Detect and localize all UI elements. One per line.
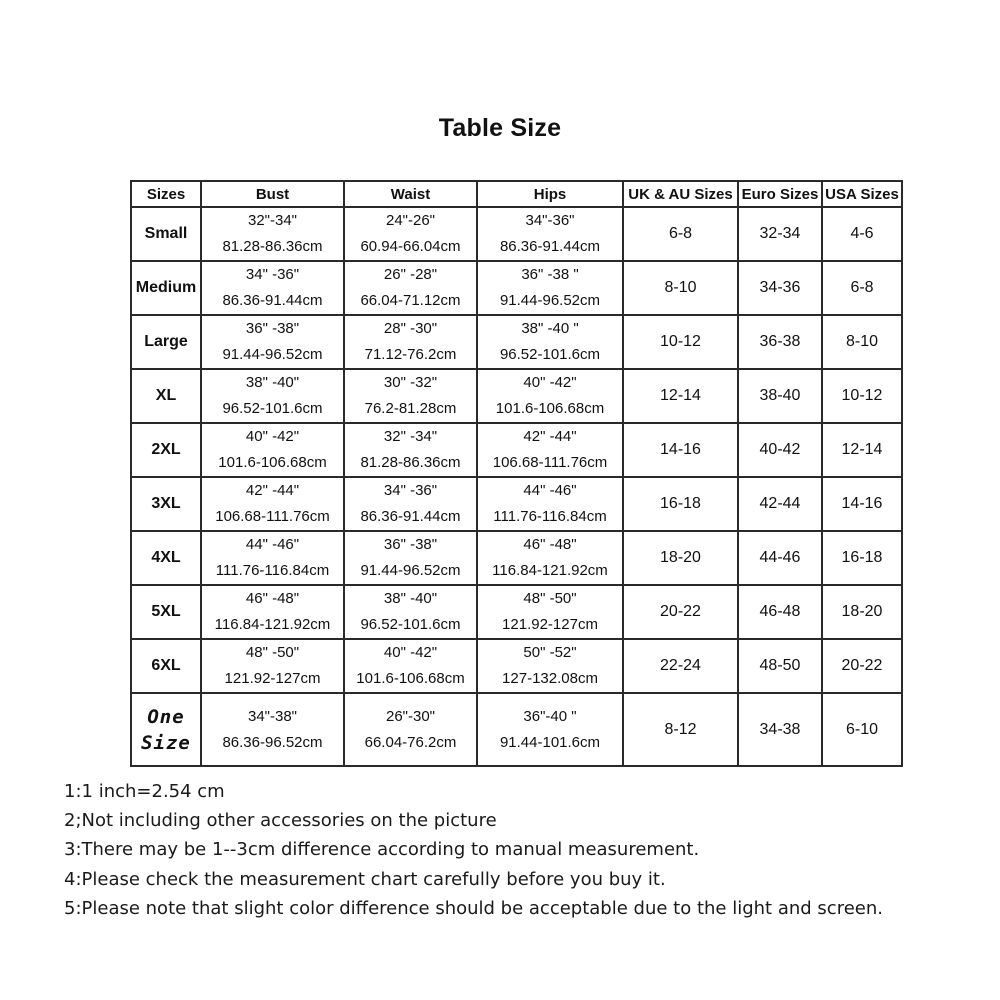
- waist-cm: 60.94-66.04cm: [360, 238, 461, 255]
- size-cell: XL: [131, 369, 201, 423]
- hips-inches: 46" -48": [523, 536, 577, 553]
- waist-cm: 101.6-106.68cm: [356, 670, 465, 687]
- bust-inches: 34" -36": [245, 266, 300, 283]
- size-cell: Large: [131, 315, 201, 369]
- hips-cm: 91.44-101.6cm: [499, 733, 601, 751]
- bust-inches: 44" -46": [245, 536, 300, 553]
- size-cell: Medium: [131, 261, 201, 315]
- size-cell: 6XL: [131, 639, 201, 693]
- hips-cm: 101.6-106.68cm: [495, 400, 605, 417]
- hips-cm: 127-132.08cm: [502, 670, 598, 687]
- table-row-one-size: [131, 693, 902, 766]
- hips-cm: 106.68-111.76cm: [492, 454, 608, 471]
- table-row: [131, 369, 902, 423]
- euro-cell: 38-40: [738, 369, 822, 423]
- hips-inches: 42" -44": [523, 428, 577, 445]
- bust-cm: 101.6-106.68cm: [218, 454, 327, 471]
- waist-inches: 26" -28": [383, 266, 438, 283]
- bust-inches: 42" -44": [245, 482, 300, 499]
- bust-cell: [201, 261, 344, 315]
- waist-inches: 26"-30": [385, 707, 435, 725]
- header-euro-sizes: Euro Sizes: [738, 181, 822, 207]
- hips-cell: [477, 423, 623, 477]
- waist-inches: 24"-26": [385, 212, 435, 229]
- hips-cm: 91.44-96.52cm: [499, 292, 601, 309]
- size-cell: Small: [131, 207, 201, 261]
- waist-cell: [344, 693, 477, 766]
- hips-cm: 96.52-101.6cm: [499, 346, 601, 363]
- hips-cell: [477, 477, 623, 531]
- bust-cm: 111.76-116.84cm: [215, 562, 330, 579]
- bust-inches: 48" -50": [245, 644, 300, 661]
- bust-cm: 116.84-121.92cm: [214, 616, 331, 633]
- bust-inches: 36" -38": [245, 320, 300, 337]
- waist-cell: [344, 585, 477, 639]
- usa-cell: 18-20: [822, 585, 902, 639]
- waist-inches: 34" -36": [383, 482, 438, 499]
- size-chart-table: [130, 180, 903, 767]
- bust-cell: [201, 207, 344, 261]
- euro-cell: 34-38: [738, 693, 822, 766]
- waist-cm: 66.04-71.12cm: [360, 292, 461, 309]
- euro-cell: 44-46: [738, 531, 822, 585]
- hips-cm: 86.36-91.44cm: [499, 238, 601, 255]
- waist-cm: 66.04-76.2cm: [364, 733, 457, 751]
- table-row: [131, 315, 902, 369]
- euro-cell: 36-38: [738, 315, 822, 369]
- waist-inches: 38" -40": [383, 590, 438, 607]
- bust-cell: [201, 693, 344, 766]
- hips-cm: 121.92-127cm: [502, 616, 598, 633]
- size-cell: 4XL: [131, 531, 201, 585]
- euro-cell: 32-34: [738, 207, 822, 261]
- table-row: [131, 423, 902, 477]
- hips-inches: 40" -42": [523, 374, 577, 391]
- bust-cm: 86.36-96.52cm: [222, 733, 323, 751]
- waist-cell: [344, 315, 477, 369]
- hips-inches: 36"-40 ": [523, 707, 577, 725]
- table-row: [131, 585, 902, 639]
- euro-cell: 34-36: [738, 261, 822, 315]
- hips-cell: [477, 585, 623, 639]
- size-cell: 3XL: [131, 477, 201, 531]
- waist-cm: 81.28-86.36cm: [360, 454, 461, 471]
- hips-cell: [477, 315, 623, 369]
- hips-inches: 50" -52": [523, 644, 577, 661]
- uk-au-cell: 22-24: [623, 639, 738, 693]
- hips-inches: 34"-36": [525, 212, 575, 229]
- header-bust: Bust: [201, 181, 344, 207]
- waist-cm: 76.2-81.28cm: [364, 400, 457, 417]
- waist-inches: 30" -32": [383, 374, 438, 391]
- bust-inches: 34"-38": [247, 707, 297, 725]
- bust-cm: 86.36-91.44cm: [222, 292, 323, 309]
- notes-list: [64, 777, 984, 923]
- bust-cm: 81.28-86.36cm: [222, 238, 323, 255]
- waist-inches: 28" -30": [383, 320, 438, 337]
- bust-cell: [201, 369, 344, 423]
- hips-cm: 111.76-116.84cm: [493, 508, 607, 525]
- hips-cell: [477, 693, 623, 766]
- waist-cell: [344, 531, 477, 585]
- bust-cell: [201, 477, 344, 531]
- bust-inches: 46" -48": [245, 590, 300, 607]
- hips-cell: [477, 531, 623, 585]
- note-item: 4:Please check the measurement chart carefully before you buy it.: [64, 868, 666, 890]
- uk-au-cell: 12-14: [623, 369, 738, 423]
- usa-cell: 14-16: [822, 477, 902, 531]
- uk-au-cell: 6-8: [623, 207, 738, 261]
- usa-cell: 20-22: [822, 639, 902, 693]
- waist-cm: 71.12-76.2cm: [364, 346, 457, 363]
- header-row: [131, 181, 902, 207]
- waist-cell: [344, 207, 477, 261]
- table-row: [131, 531, 902, 585]
- size-label-line2: Size: [141, 731, 191, 754]
- bust-cm: 106.68-111.76cm: [215, 508, 330, 525]
- usa-cell: 6-10: [822, 693, 902, 766]
- usa-cell: 16-18: [822, 531, 902, 585]
- usa-cell: 4-6: [822, 207, 902, 261]
- usa-cell: 6-8: [822, 261, 902, 315]
- table-row: [131, 207, 902, 261]
- header-waist: Waist: [344, 181, 477, 207]
- hips-inches: 48" -50": [523, 590, 577, 607]
- waist-inches: 36" -38": [383, 536, 438, 553]
- size-label-line1: One: [147, 705, 185, 728]
- waist-cell: [344, 369, 477, 423]
- usa-cell: 8-10: [822, 315, 902, 369]
- size-cell: [131, 693, 201, 766]
- euro-cell: 40-42: [738, 423, 822, 477]
- table-row: [131, 639, 902, 693]
- bust-inches: 40" -42": [245, 428, 300, 445]
- header-sizes: Sizes: [131, 181, 201, 207]
- uk-au-cell: 16-18: [623, 477, 738, 531]
- note-item: 1:1 inch=2.54 cm: [64, 781, 225, 802]
- bust-cell: [201, 423, 344, 477]
- header-usa-sizes: USA Sizes: [822, 181, 902, 207]
- waist-inches: 40" -42": [383, 644, 438, 661]
- uk-au-cell: 20-22: [623, 585, 738, 639]
- uk-au-cell: 8-12: [623, 693, 738, 766]
- page-title: Table Size: [438, 114, 562, 142]
- hips-cell: [477, 639, 623, 693]
- hips-inches: 38" -40 ": [521, 320, 579, 337]
- bust-cell: [201, 585, 344, 639]
- bust-cm: 91.44-96.52cm: [222, 346, 323, 363]
- bust-cm: 96.52-101.6cm: [222, 400, 323, 417]
- table-body: [131, 207, 902, 766]
- hips-inches: 36" -38 ": [521, 266, 579, 283]
- bust-cell: [201, 531, 344, 585]
- uk-au-cell: 10-12: [623, 315, 738, 369]
- hips-cell: [477, 261, 623, 315]
- note-item: 3:There may be 1--3cm difference according to manual measurement.: [64, 839, 700, 861]
- waist-cell: [344, 261, 477, 315]
- waist-cm: 86.36-91.44cm: [360, 508, 461, 525]
- header-hips: Hips: [477, 181, 623, 207]
- note-item: 5:Please note that slight color difference should be acceptable due to the light and screen.: [64, 897, 883, 919]
- waist-cell: [344, 423, 477, 477]
- euro-cell: 42-44: [738, 477, 822, 531]
- euro-cell: 48-50: [738, 639, 822, 693]
- hips-cell: [477, 207, 623, 261]
- hips-cm: 116.84-121.92cm: [492, 562, 608, 579]
- note-item: 2;Not including other accessories on the picture: [64, 810, 497, 832]
- bust-cm: 121.92-127cm: [224, 670, 321, 687]
- table-row: [131, 261, 902, 315]
- uk-au-cell: 18-20: [623, 531, 738, 585]
- usa-cell: 10-12: [822, 369, 902, 423]
- bust-cell: [201, 639, 344, 693]
- header-uk-au-sizes: UK & AU Sizes: [623, 181, 738, 207]
- uk-au-cell: 14-16: [623, 423, 738, 477]
- uk-au-cell: 8-10: [623, 261, 738, 315]
- waist-cm: 91.44-96.52cm: [360, 562, 461, 579]
- waist-cell: [344, 477, 477, 531]
- bust-inches: 38" -40": [245, 374, 300, 391]
- bust-inches: 32"-34": [247, 212, 297, 229]
- waist-cell: [344, 639, 477, 693]
- euro-cell: 46-48: [738, 585, 822, 639]
- hips-cell: [477, 369, 623, 423]
- waist-inches: 32" -34": [383, 428, 438, 445]
- bust-cell: [201, 315, 344, 369]
- usa-cell: 12-14: [822, 423, 902, 477]
- waist-cm: 96.52-101.6cm: [360, 616, 461, 633]
- size-cell: 5XL: [131, 585, 201, 639]
- size-cell: 2XL: [131, 423, 201, 477]
- hips-inches: 44" -46": [523, 482, 577, 499]
- table-row: [131, 477, 902, 531]
